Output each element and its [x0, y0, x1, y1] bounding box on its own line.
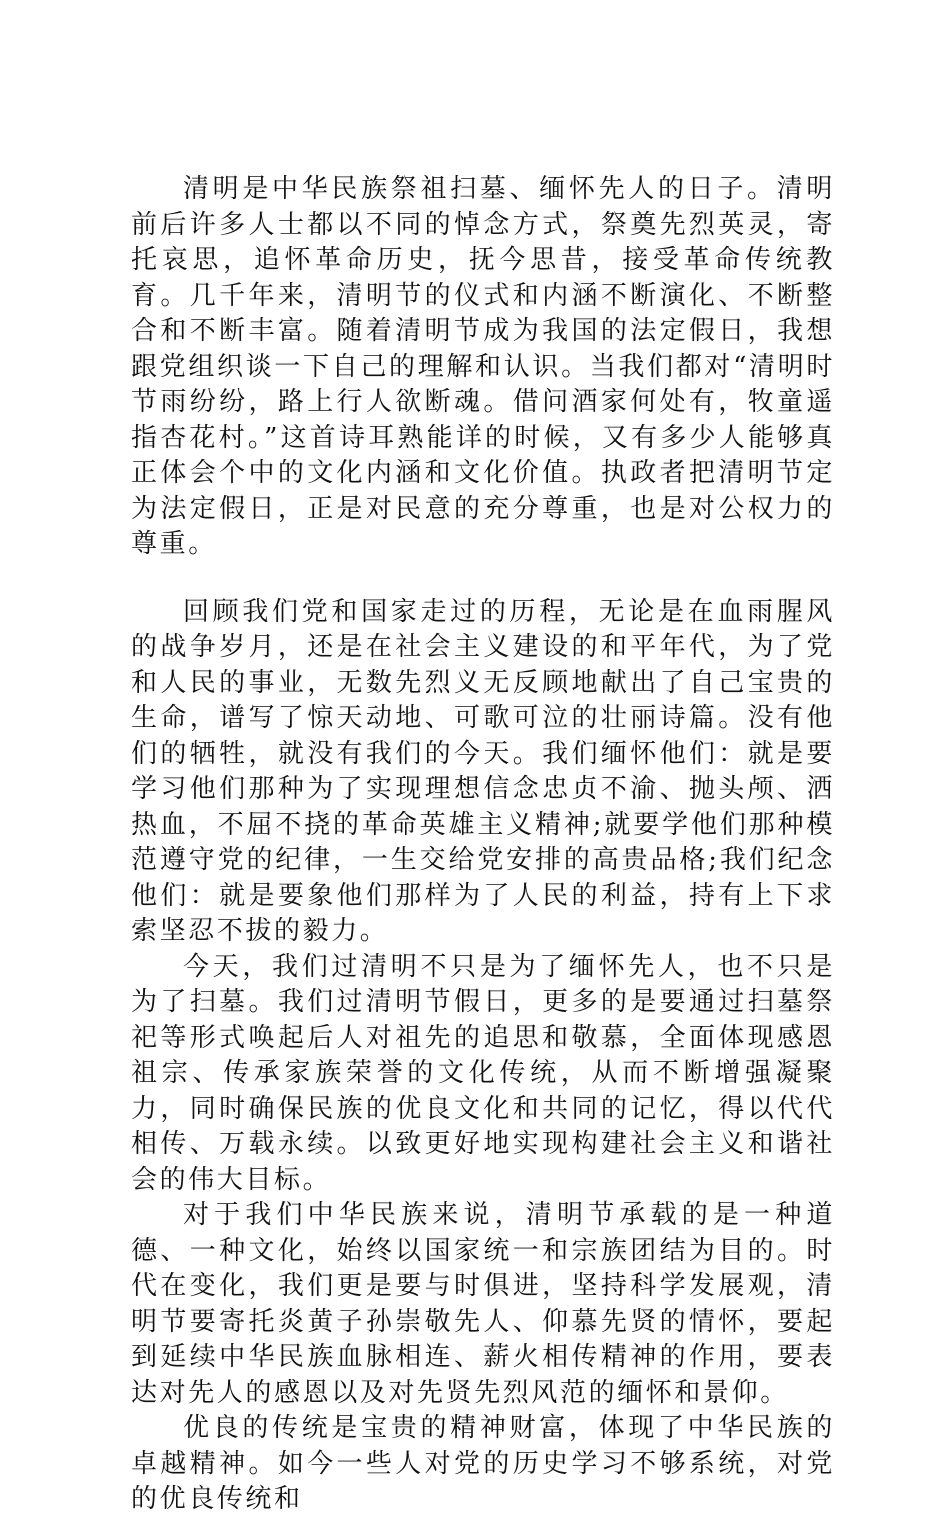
- document-body: [131, 172, 835, 1518]
- paragraph-party-history: 回顾我们党和国家走过的历程，无论是在血雨腥风的战争岁月，还是在社会主义建设的和平年代，为了党和人民的事业，无数先烈义无反顾地献出了自己宝贵的生命，谱写了惊天动地、可歌可泣的壮丽诗篇。没有他们的牺牲，就没有我们的今天。我们缅怀他们：就是要学习他们那种为了实现理想信念忠贞不渝、抛头颅、洒热血，不屈不挠的革命英雄主义精神;就要学他们那种模范遵守党的纪律，一生交给党安排的高贵品格;我们纪念他们：就是要象他们那样为了人民的利益，持有上下求索坚忍不拔的毅力。: [131, 596, 835, 946]
- paragraph-culture: 对于我们中华民族来说，清明节承载的是一种道德、一种文化，始终以国家统一和宗族团结为目的。时代在变化，我们更是要与时俱进，坚持科学发展观，清明节要寄托炎黄子孙崇敬先人、仰慕先贤的情怀，要起到延续中华民族血脉相连、薪火相传精神的作用，要表达对先人的感恩以及对先贤先烈风范的缅怀和景仰。: [131, 1200, 835, 1408]
- paragraph-today: 今天，我们过清明不只是为了缅怀先人，也不只是为了扫墓。我们过清明节假日，更多的是要通过扫墓祭祀等形式唤起后人对祖先的追思和敬慕，全面体现感恩祖宗、传承家族荣誉的文化传统，从而不断增强凝聚力，同时确保民族的优良文化和共同的记忆，得以代代相传、万载永续。以致更好地实现构建社会主义和谐社会的伟大目标。: [131, 951, 835, 1195]
- paragraph-spacer: [131, 563, 835, 595]
- paragraph-tradition: 优良的传统是宝贵的精神财富，体现了中华民族的卓越精神。如今一些人对党的历史学习不够系统，对党的优良传统和: [131, 1413, 835, 1514]
- paragraph-qingming-intro: 清明是中华民族祭祖扫墓、缅怀先人的日子。清明前后许多人士都以不同的悼念方式，祭奠先烈英灵，寄托哀思，追怀革命历史，抚今思昔，接受革命传统教育。几千年来，清明节的仪式和内涵不断演化、不断整合和不断丰富。随着清明节成为我国的法定假日，我想跟党组织谈一下自己的理解和认识。当我们都对“清明时节雨纷纷，路上行人欲断魂。借问酒家何处有，牧童遥指杏花村。”这首诗耳熟能详的时候，又有多少人能够真正体会个中的文化内涵和文化价值。执政者把清明节定为法定假日，正是对民意的充分尊重，也是对公权力的尊重。: [131, 174, 835, 559]
